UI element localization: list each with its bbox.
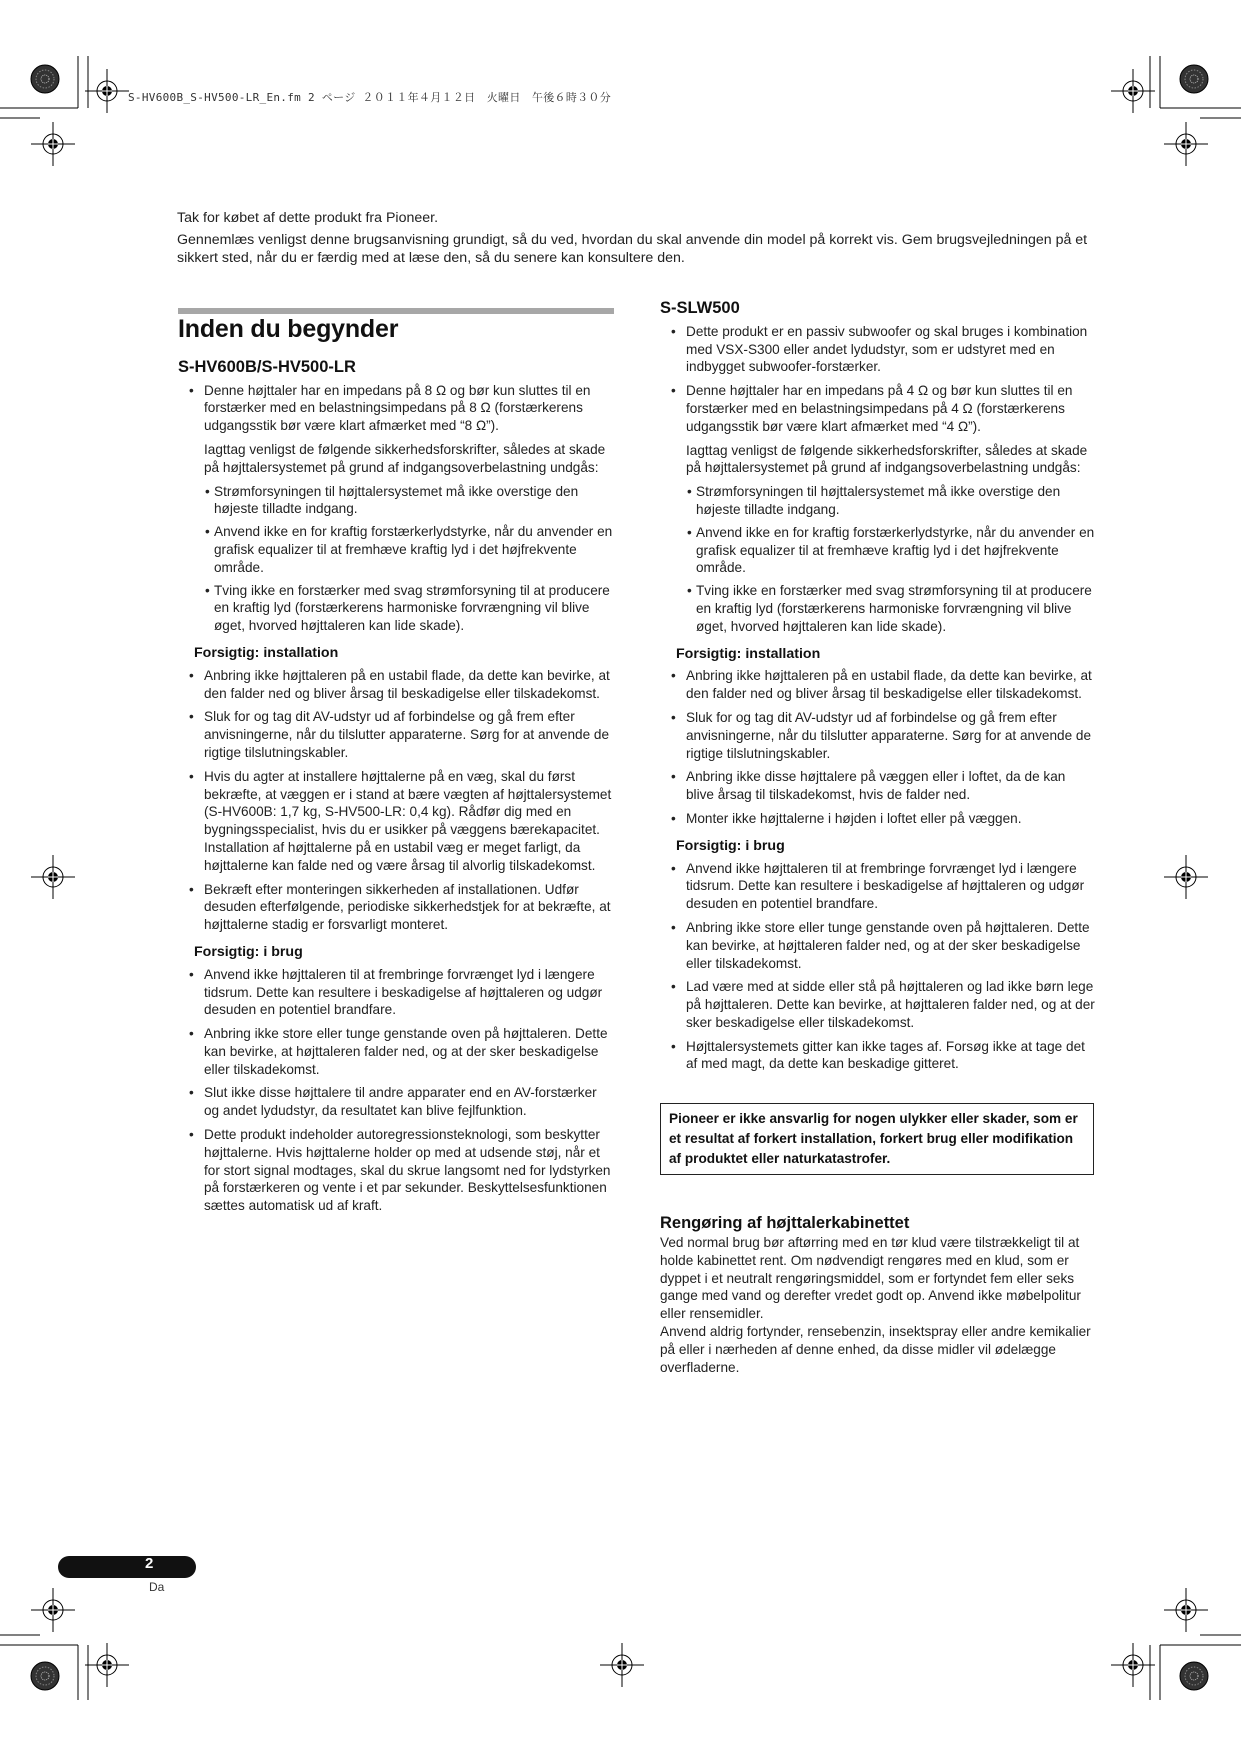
list-item: • Dette produkt indeholder autoregressionsteknologi, som beskytter højttalerne. Hvis højttalerne holder op med at udsende støj, når et for stort signal modtages, skal du skrue langsomt ned for lydstyrken på forstærkeren og vente i et par sekunder. Beskyttelsesfunktionen sættes automatisk ud af kraft. — [204, 1126, 614, 1215]
list-item: • Tving ikke en forstærker med svag strømforsyning til at producere en kraftig lyd (forstærkerens harmoniske forvrængning vil blive øget, hvorved højttaleren kan lide skade). — [696, 582, 1096, 635]
list-item: • Hvis du agter at installere højttalerne på en væg, skal du først bekræfte, at væggen er i stand at bære vægten af højttalersystemet (S-HV600B: 1,7 kg, S-HV500-LR: 0,4 kg). Rådfør dig med en bygningsspecialist, hvis du er usikker på væggens bærekapacitet. Installation af højttalerne på en ustabil væg er meget farligt, da højttalerne kan falde ned og være årsag til alvorlig tilskadekomst. — [204, 768, 614, 875]
list-item: • Sluk for og tag dit AV-udstyr ud af forbindelse og gå frem efter anvisningerne, når du tilslutter apparaterne. Sørg for at anvende de rigtige tilslutningskabler. — [204, 708, 614, 761]
model-title-hv600b: S-HV600B/S-HV500-LR — [178, 357, 356, 376]
installation-list — [660, 667, 1096, 827]
list-item: • Anbring ikke store eller tunge genstande oven på højttaleren. Dette kan bevirke, at højttaleren falder ned, og at der sker beskadigelse eller tilskadekomst. — [686, 919, 1096, 972]
cleaning-paragraph: Ved normal brug bør aftørring med en tør klud være tilstrækkeligt til at holde kabinettet rent. Om nødvendigt rengøres med en klud, som er dyppet i et neutralt rengøringsmiddel, som er fortyndet fem eller seks gange med vand og derefter vredet godt op. Anvend ikke møbelpolitur eller rensemidler. — [660, 1235, 1081, 1322]
use-list — [178, 966, 614, 1215]
installation-title: Forsigtig: installation — [194, 644, 339, 661]
precaution-list — [204, 483, 614, 635]
list-item: • Strømforsyningen til højttalersystemet må ikke overstige den højeste tilladte indgang. — [214, 483, 614, 519]
list-item: • Anbring ikke højttaleren på en ustabil flade, da dette kan bevirke, at den falder ned og bliver årsag til beskadigelse eller tilskadekomst. — [686, 667, 1096, 703]
list-item: • Tving ikke en forstærker med svag strømforsyning til at producere en kraftig lyd (forstærkerens harmoniske forvrængning vil blive øget, hvorved højttaleren kan lide skade). — [214, 582, 614, 635]
cleaning-body — [660, 1234, 1096, 1376]
list-item: • Slut ikke disse højttalere til andre apparater end en AV-forstærker og andet lydudstyr, da resultatet kan blive fejlfunktion. — [204, 1084, 614, 1120]
use-list — [660, 860, 1096, 1074]
use-title: Forsigtig: i brug — [194, 943, 303, 960]
list-item: • Anbring ikke store eller tunge genstande oven på højttaleren. Dette kan bevirke, at højttaleren falder ned, og at der sker beskadigelse eller tilskadekomst. — [204, 1025, 614, 1078]
installation-list — [178, 667, 614, 934]
list-item: • Denne højttaler har en impedans på 8 Ω og bør kun sluttes til en forstærker med en belastningsimpedans på 8 Ω (forstærkerens udgangsstik bør være klart afmærket med “8 Ω”). — [204, 382, 614, 435]
intro — [177, 209, 1097, 271]
section-title-bar — [178, 308, 614, 314]
precaution-list — [686, 483, 1096, 635]
print-header: S-HV600B_S-HV500-LR_En.fm 2 ページ ２０１１年４月１２日 火曜日 午後６時３０分 — [128, 91, 612, 104]
list-item: • Anbring ikke disse højttalere på væggen eller i loftet, da de kan blive årsag til tilskadekomst, hvis de falder ned. — [686, 768, 1096, 804]
page-language: Da — [149, 1580, 165, 1594]
subwoofer-list — [660, 323, 1096, 436]
list-item: • Anbring ikke højttaleren på en ustabil flade, da dette kan bevirke, at den falder ned og bliver årsag til beskadigelse eller tilskadekomst. — [204, 667, 614, 703]
impedance-list — [178, 382, 614, 435]
list-item: • Dette produkt er en passiv subwoofer og skal bruges i kombination med VSX-S300 eller andet lydudstyr, som er udstyret med en indbygget subwoofer-forstærker. — [686, 323, 1096, 376]
left-column — [178, 308, 614, 1221]
intro-instructions: Gennemlæs venligst denne brugsanvisning grundigt, så du ved, hvordan du skal anvende din model på korrekt vis. Gem brugsvejledningen på et sikkert sted, når du er færdig med at læse den, så du senere kan konsultere den. — [177, 232, 1088, 266]
model-title-slw500: S-SLW500 — [660, 299, 740, 317]
intro-thanks: Tak for købet af dette produkt fra Pioneer. — [177, 210, 439, 226]
list-item: • Anvend ikke højttaleren til at frembringe forvrænget lyd i længere tidsrum. Dette kan resultere i beskadigelse af højttaleren og udgør desuden en potentiel brandfare. — [204, 966, 614, 1019]
right-column — [660, 300, 1096, 1376]
list-item: • Strømforsyningen til højttalersystemet må ikke overstige den højeste tilladte indgang. — [696, 483, 1096, 519]
list-item: • Monter ikke højttalerne i højden i loftet eller på væggen. — [686, 810, 1096, 828]
list-item: • Anvend ikke en for kraftig forstærkerlydstyrke, når du anvender en grafisk equalizer til at fremhæve kraftig lyd i det højfrekvente område. — [214, 523, 614, 576]
use-title: Forsigtig: i brug — [676, 837, 785, 854]
cleaning-paragraph: Anvend aldrig fortynder, rensebenzin, insektspray eller andre kemikalier på eller i nærheden af denne enhed, da disse midler vil ødelægge overfladerne. — [660, 1324, 1091, 1375]
precaution-intro: Iagttag venligst de følgende sikkerhedsforskrifter, således at skade på højttalersystemet på grund af indgangsoverbelastning undgås: — [204, 441, 606, 475]
list-item: • Anvend ikke højttaleren til at frembringe forvrænget lyd i længere tidsrum. Dette kan resultere i beskadigelse af højttaleren og udgør desuden en potentiel brandfare. — [686, 860, 1096, 913]
installation-title: Forsigtig: installation — [676, 645, 821, 662]
list-item: • Bekræft efter monteringen sikkerheden af installationen. Udfør desuden efterfølgende, periodiske sikkerhedstjek for at bekræfte, at højttalerne stadig er forsvarligt monteret. — [204, 881, 614, 934]
list-item: • Denne højttaler har en impedans på 4 Ω og bør kun sluttes til en forstærker med en belastningsimpedans på 4 Ω (forstærkerens udgangsstik bør være klart afmærket med “4 Ω”). — [686, 382, 1096, 435]
cleaning-title: Rengøring af højttalerkabinettet — [660, 1214, 910, 1233]
list-item: • Lad være med at sidde eller stå på højttaleren og lad ikke børn lege på højttaleren. Dette kan bevirke, at højttaleren falder ned, og at der sker beskadigelse eller tilskadekomst. — [686, 978, 1096, 1031]
page-number-tab — [58, 1556, 196, 1578]
list-item: • Højttalersystemets gitter kan ikke tages af. Forsøg ikke at tage det af med magt, da dette kan beskadige gitteret. — [686, 1038, 1096, 1074]
list-item: • Anvend ikke en for kraftig forstærkerlydstyrke, når du anvender en grafisk equalizer til at fremhæve kraftig lyd i det højfrekvente område. — [696, 524, 1096, 577]
precaution-intro: Iagttag venligst de følgende sikkerhedsforskrifter, således at skade på højttalersystemet på grund af indgangsoverbelastning undgås: — [686, 442, 1088, 476]
liability-warning-box: Pioneer er ikke ansvarlig for nogen ulykker eller skader, som er et resultat af forkert installation, forkert brug eller modifikation af produktet eller naturkatastrofer. — [660, 1103, 1094, 1175]
list-item: • Sluk for og tag dit AV-udstyr ud af forbindelse og gå frem efter anvisningerne, når du tilslutter apparaterne. Sørg for at anvende de rigtige tilslutningskabler. — [686, 709, 1096, 762]
page-number: 2 — [145, 1555, 154, 1572]
section-title: Inden du begynder — [178, 315, 399, 343]
